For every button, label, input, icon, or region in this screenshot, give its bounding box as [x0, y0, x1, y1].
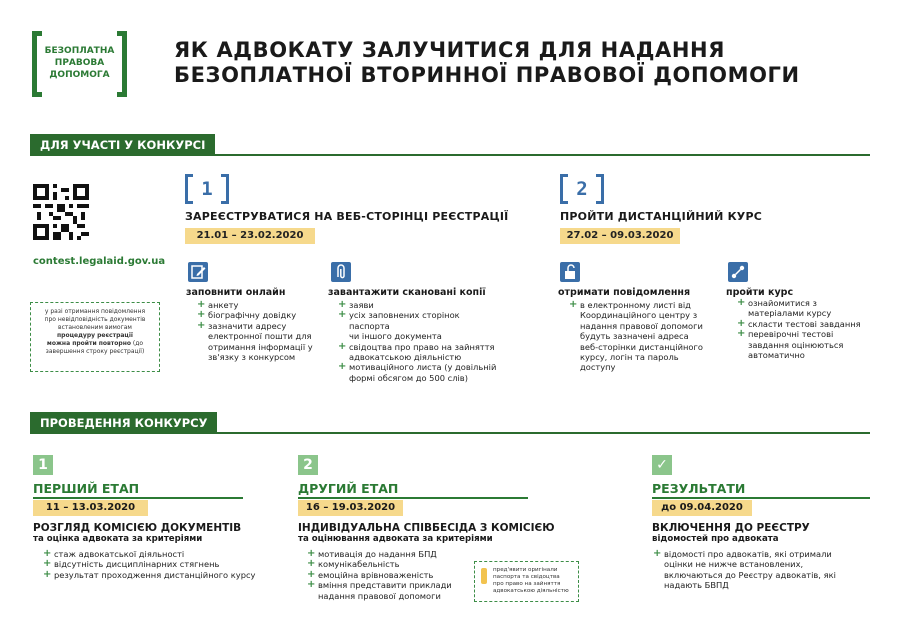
check-icon: ✓ [652, 455, 672, 475]
step-2a-title: отримати повідомлення [558, 287, 691, 298]
qr-code [33, 184, 89, 240]
stage-1-date: 11 – 13.03.2020 [33, 500, 148, 516]
section-label: ПРОВЕДЕННЯ КОНКУРСУ [30, 412, 217, 434]
stage-1-head [33, 522, 283, 545]
stage-2-underline [298, 497, 528, 499]
step-2b-list [736, 298, 876, 360]
list-item: автоматично [748, 350, 805, 361]
stage-1-sub: та оцінка адвоката за критеріями [33, 534, 203, 544]
list-item: + усіх заповнених сторінок паспорта [337, 310, 497, 331]
paperclip-icon [331, 262, 351, 282]
step-1a-list [196, 300, 331, 362]
list-item: доступу [580, 362, 616, 373]
list-item: + свідоцтва про право на зайняття [337, 342, 497, 352]
note-line: у разі отримання повідомлення [44, 308, 146, 315]
note-line-bold: процедуру реєстрації [57, 332, 133, 339]
note-line: адвокатською діяльністю [493, 588, 569, 594]
results-underline [652, 497, 870, 499]
list-item: + відсутність дисциплінарних стягнень [42, 559, 292, 569]
note-line: про право на зайняття [493, 581, 561, 587]
list-item: + результат проходження дистанційного курсу [42, 570, 292, 580]
list-item: надають БВПД [664, 580, 729, 591]
step-2a-list [568, 300, 728, 373]
list-item: отримання інформації у [208, 341, 313, 352]
stage-1-head-text: РОЗГЛЯД КОМІСІЄЮ ДОКУМЕНТІВ [33, 522, 242, 534]
list-item: + вміння представити приклади [306, 580, 476, 590]
list-item: + перевірочні тестові [736, 329, 876, 339]
note-line: про невідповідність документів [44, 316, 146, 323]
list-item: оцінки не нижче встановлених, [664, 559, 804, 570]
section-label: ДЛЯ УЧАСТІ У КОНКУРСІ [30, 134, 215, 156]
stage-2-number: 2 [298, 455, 318, 475]
list-item: + зазначити адресу [196, 321, 331, 331]
note-line: пред'явити оригінали [493, 567, 558, 573]
results-date: до 09.04.2020 [652, 500, 752, 516]
step-2-heading: ПРОЙТИ ДИСТАНЦІЙНИЙ КУРС [560, 210, 763, 223]
note-line: (до завершення строку реєстрації) [45, 340, 145, 355]
step-2-date: 27.02 – 09.03.2020 [560, 228, 680, 244]
list-item: + стаж адвокатської діяльності [42, 549, 292, 559]
legal-aid-logo [32, 31, 127, 97]
step-2-number [560, 174, 604, 204]
step-1-digit: 1 [201, 178, 213, 200]
list-item: + ознайомитися з [736, 298, 876, 308]
list-item: Координаційного центру з [580, 310, 698, 321]
stage-1-title: ПЕРШИЙ ЕТАП [33, 481, 140, 496]
stage-2-date: 16 – 19.03.2020 [298, 500, 403, 516]
list-item: адвокатською діяльністю [349, 352, 462, 363]
course-path-icon [728, 262, 748, 282]
list-item: + в електронному листі від [568, 300, 728, 310]
list-item: курсу, логін та пароль [580, 352, 679, 363]
stage-2-list [306, 549, 476, 601]
list-item: завдання оцінюються [748, 339, 844, 350]
step-1a-title: заповнити онлайн [186, 287, 286, 298]
list-item: + мотиваційного листа (у довільній [337, 362, 497, 372]
list-item: + біографічну довідку [196, 310, 331, 320]
stage-1-underline [33, 497, 243, 499]
list-item: + заяви [337, 300, 497, 310]
page-title [174, 38, 854, 88]
title-line-2: БЕЗОПЛАТНОЇ ВТОРИННОЇ ПРАВОВОЇ ДОПОМОГИ [174, 63, 800, 87]
stage-1-list [42, 549, 292, 580]
originals-note [474, 561, 579, 602]
list-item: будуть зазначені адреса [580, 331, 689, 342]
list-item: + скласти тестові завдання [736, 319, 876, 329]
step-2-digit: 2 [576, 178, 588, 200]
exclamation-icon [481, 568, 487, 584]
stage-2-title: ДРУГИЙ ЕТАП [298, 481, 399, 496]
results-sub: відомостей про адвоката [652, 534, 779, 544]
results-list [652, 549, 872, 591]
section-bar-participation [30, 134, 870, 156]
title-line-1: ЯК АДВОКАТУ ЗАЛУЧИТИСЯ ДЛЯ НАДАННЯ [174, 38, 725, 62]
list-item: матеріалами курсу [748, 308, 832, 319]
list-item: надання правової допомоги [580, 320, 703, 331]
stage-2-sub: та оцінювання адвоката за критеріями [298, 534, 493, 544]
edit-form-icon [188, 262, 208, 282]
logo-line-3: ДОПОМОГА [49, 70, 110, 80]
step-2b-title: пройти курс [726, 287, 794, 298]
list-item: формі обсягом до 500 слів) [349, 372, 468, 383]
step-1-number [185, 174, 229, 204]
list-item: + емоційна врівноваженість [306, 570, 476, 580]
list-item: веб-сторінки дистанційного [580, 341, 703, 352]
logo-line-2: ПРАВОВА [54, 58, 105, 68]
results-title: РЕЗУЛЬТАТИ [652, 481, 746, 496]
list-item: надання правової допомоги [318, 590, 441, 601]
list-item: + мотивація до надання БПД [306, 549, 476, 559]
results-head-text: ВКЛЮЧЕННЯ ДО РЕЄСТРУ [652, 522, 810, 534]
step-1b-list [337, 300, 497, 383]
note-line-bold: можна пройти повторно [46, 340, 131, 347]
list-item: + відомості про адвокатів, які отримали [652, 549, 872, 559]
step-1b-title: завантажити скановані копії [328, 287, 486, 298]
logo-line-1: БЕЗОПЛАТНА [44, 46, 115, 56]
stage-2-head [298, 522, 568, 545]
section-bar-conduct [30, 412, 870, 434]
list-item: + анкету [196, 300, 331, 310]
list-item: включаються до Реєстру адвокатів, які [664, 569, 836, 580]
list-item: зв'язку з конкурсом [208, 352, 296, 363]
stage-1-number: 1 [33, 455, 53, 475]
list-item: електронної пошти для [208, 331, 312, 342]
unlock-icon [560, 262, 580, 282]
step-1-heading: ЗАРЕЄСТРУВАТИСЯ НА ВЕБ-СТОРІНЦІ РЕЄСТРАЦІЇ [185, 210, 509, 223]
contest-url[interactable]: contest.legalaid.gov.ua [33, 256, 166, 267]
note-line: паспорта та свідоцтва [493, 574, 560, 580]
list-item: + комунікабельність [306, 559, 476, 569]
step-1-date: 21.01 – 23.02.2020 [185, 228, 315, 244]
note-line: встановленим вимогам [58, 324, 132, 331]
stage-2-head-text: ІНДИВІДУАЛЬНА СПІВБЕСІДА З КОМІСІЄЮ [298, 522, 555, 534]
re-registration-note [30, 302, 160, 372]
results-head [652, 522, 872, 545]
list-item: чи іншого документа [349, 331, 442, 342]
